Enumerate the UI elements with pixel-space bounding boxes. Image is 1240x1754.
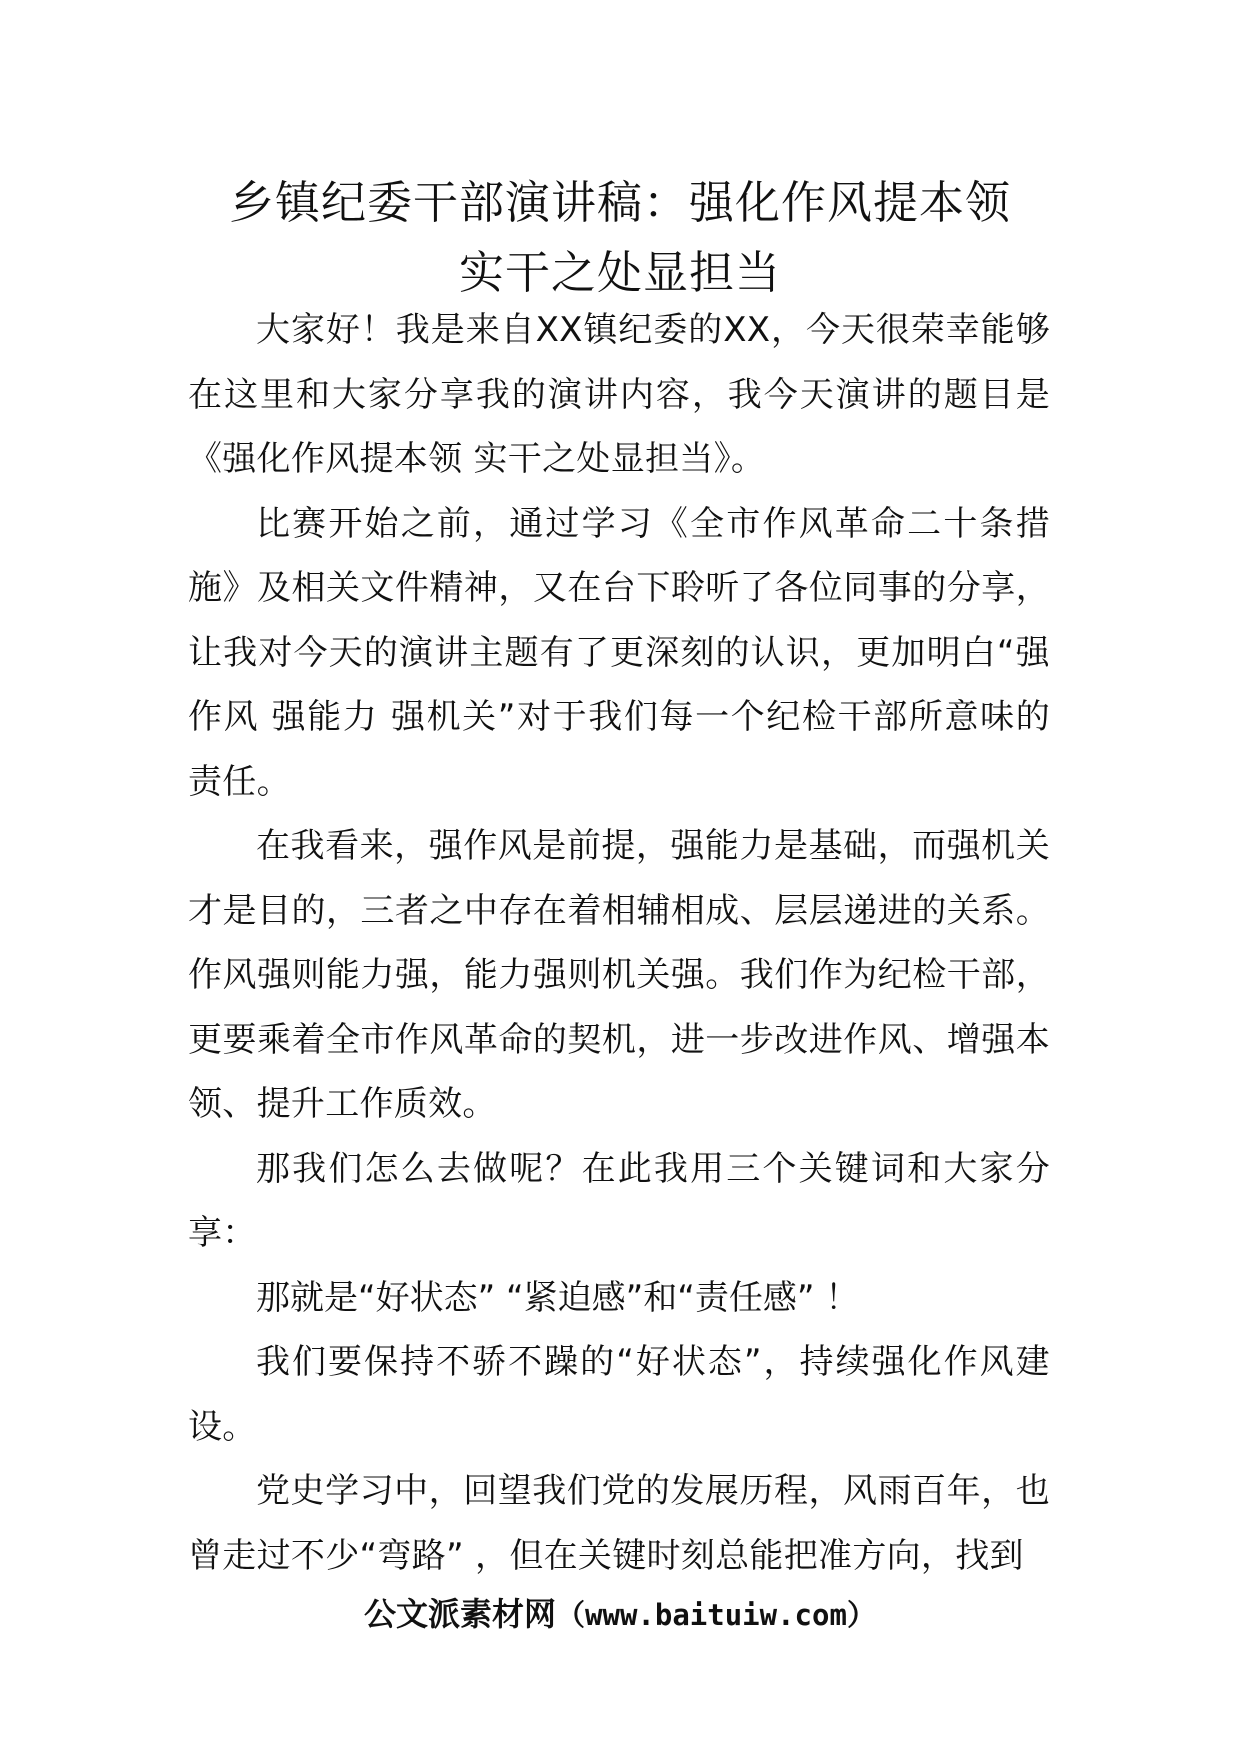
page-footer [0, 1589, 1240, 1640]
paragraph-study: 比赛开始之前，通过学习《全市作风革命二十条措施》及相关文件精神，又在台下聆听了各位同事的分享，让我对今天的演讲主题有了更深刻的认识，更加明白“强作风 强能力 强机关”对于我们每一个纪检干部所意味的责任。 [188, 503, 1050, 802]
title-line-2: 实干之处显担当 [458, 246, 781, 299]
footer-url: （www.baituiw.com） [556, 1598, 876, 1632]
paragraph-view: 在我看来，强作风是前提，强能力是基础，而强机关才是目的，三者之中存在着相辅相成、层层递进的关系。作风强则能力强，能力强则机关强。我们作为纪检干部，更要乘着全市作风革命的契机，进一步改进作风、增强本领、提升工作质效。 [188, 826, 1050, 1124]
paragraph-party-history: 党史学习中，回望我们党的发展历程，风雨百年，也曾走过不少“弯路” ，但在关键时刻总能把准方向，找到 [188, 1471, 1050, 1576]
title-line-1: 乡镇纪委干部演讲稿：强化作风提本领 [228, 176, 1011, 229]
paragraph-good-state: 我们要保持不骄不躁的“好状态”，持续强化作风建设。 [188, 1342, 1050, 1447]
document-body [188, 298, 1050, 1588]
paragraph-question: 那我们怎么去做呢？在此我用三个关键词和大家分享： [188, 1148, 1050, 1253]
paragraph-keywords: 那就是“好状态” “紧迫感”和“责任感” ！ [256, 1277, 860, 1318]
document-title [150, 168, 1090, 308]
footer-site-name: 公文派素材网 [364, 1595, 557, 1633]
paragraph-greeting: 大家好！我是来自XX镇纪委的XX，今天很荣幸能够在这里和大家分享我的演讲内容，我今天演讲的题目是《强化作风提本领 实干之处显担当》。 [188, 310, 1050, 479]
